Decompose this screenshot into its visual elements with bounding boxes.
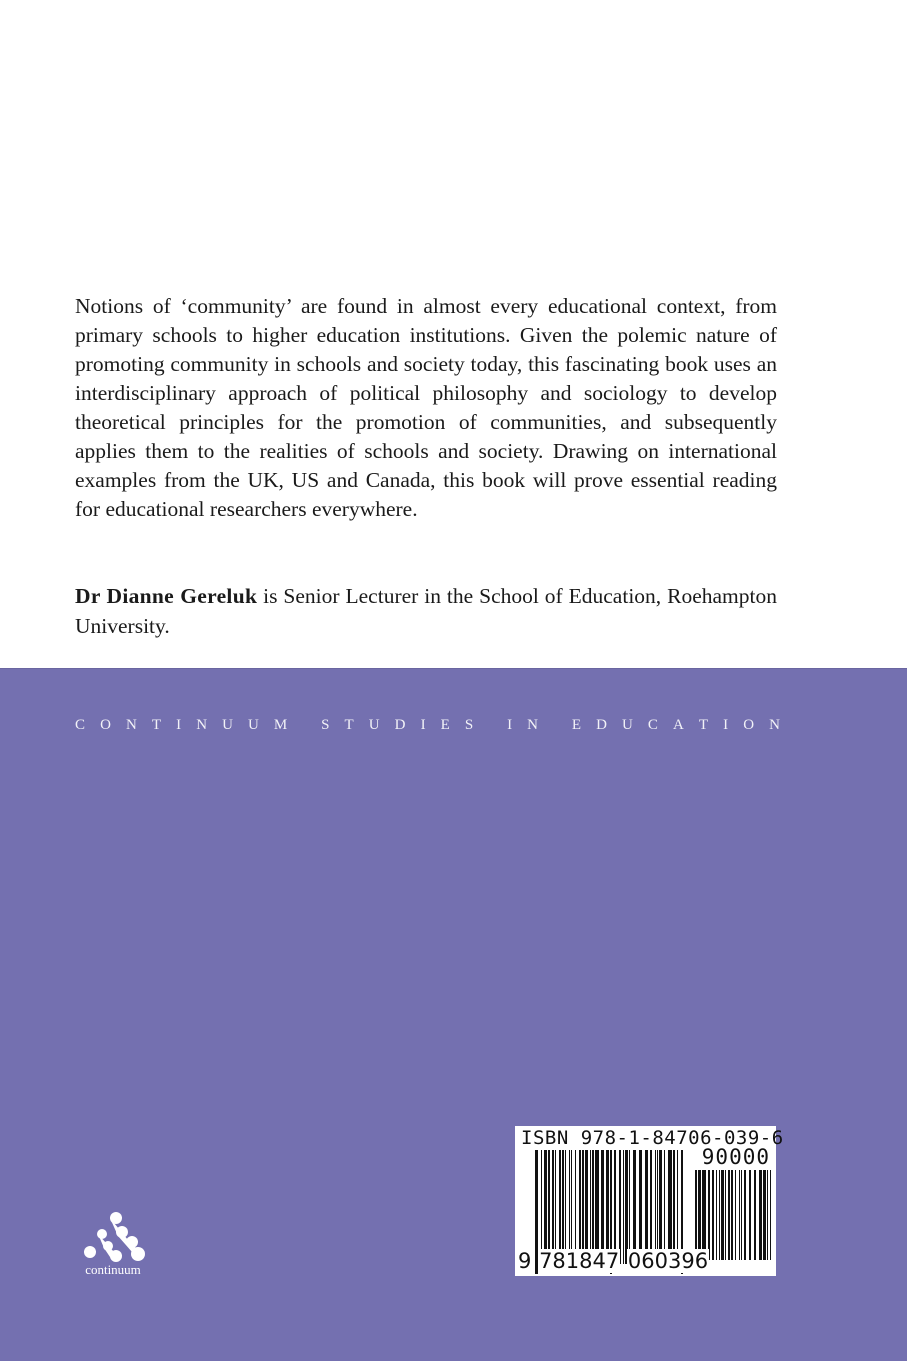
series-letter: U [248,717,259,733]
series-letter: E [571,717,582,733]
series-letter: D [596,717,607,733]
series-letter [488,717,492,734]
series-letter: O [743,717,755,733]
barcode-addon-number: 90000 [701,1145,770,1169]
author-name: Dr Dianne Gereluk [75,584,258,608]
series-letter: M [273,717,288,733]
series-letter: C [647,717,658,733]
isbn-label: ISBN 978-1-84706-039-6 [521,1127,784,1149]
series-letter: E [440,717,450,733]
isbn-barcode [515,1126,784,1276]
series-letter: I [420,717,426,733]
series-letter: I [176,717,182,733]
series-letter: N [196,717,208,733]
series-letter: I [723,717,729,733]
series-letter: N [769,717,780,733]
series-letter: N [125,717,137,733]
ean-first-digit: 9 [518,1249,532,1273]
publisher-name: continuum [85,1262,141,1277]
series-letter: S [321,717,330,733]
series-letter: N [527,717,538,733]
series-letter: O [100,717,111,733]
series-letter: U [368,717,380,733]
white-upper-section [0,0,907,668]
series-letter: T [344,717,354,733]
ean-group-2: 060396 [627,1249,709,1273]
series-letter: U [222,717,233,733]
series-letter: U [622,717,633,733]
series-letter: A [673,717,684,733]
barcode-addon-bars [695,1170,773,1260]
author-bio [75,581,777,641]
book-blurb: Notions of ‘community’ are found in almost every educational context, from primary schools to higher education institutions. Given the polemic nature of promoting community in schools and society today, this fascinating book uses an interdisciplinary approach of political philosophy and sociology to develop theoretical principles for the promotion of communities, and subsequently applies them to the realities of schools and society. Drawing on international examples from the UK, US and Canada, this book will prove essential reading for educational researchers everywhere. [75,294,777,521]
ean-digits [518,1249,709,1273]
series-title [75,717,780,734]
series-letter: T [698,717,709,733]
ean-group-1: 781847 [539,1249,620,1273]
series-letter: S [464,717,474,733]
series-letter: D [394,717,406,733]
series-letter: C [75,717,86,733]
author-bio-text: is Senior Lecturer in the School of Education, Roehampton University. [75,584,777,638]
series-letter [553,717,557,734]
series-letter: I [507,717,513,733]
series-letter [302,717,306,734]
series-letter: T [151,717,162,733]
